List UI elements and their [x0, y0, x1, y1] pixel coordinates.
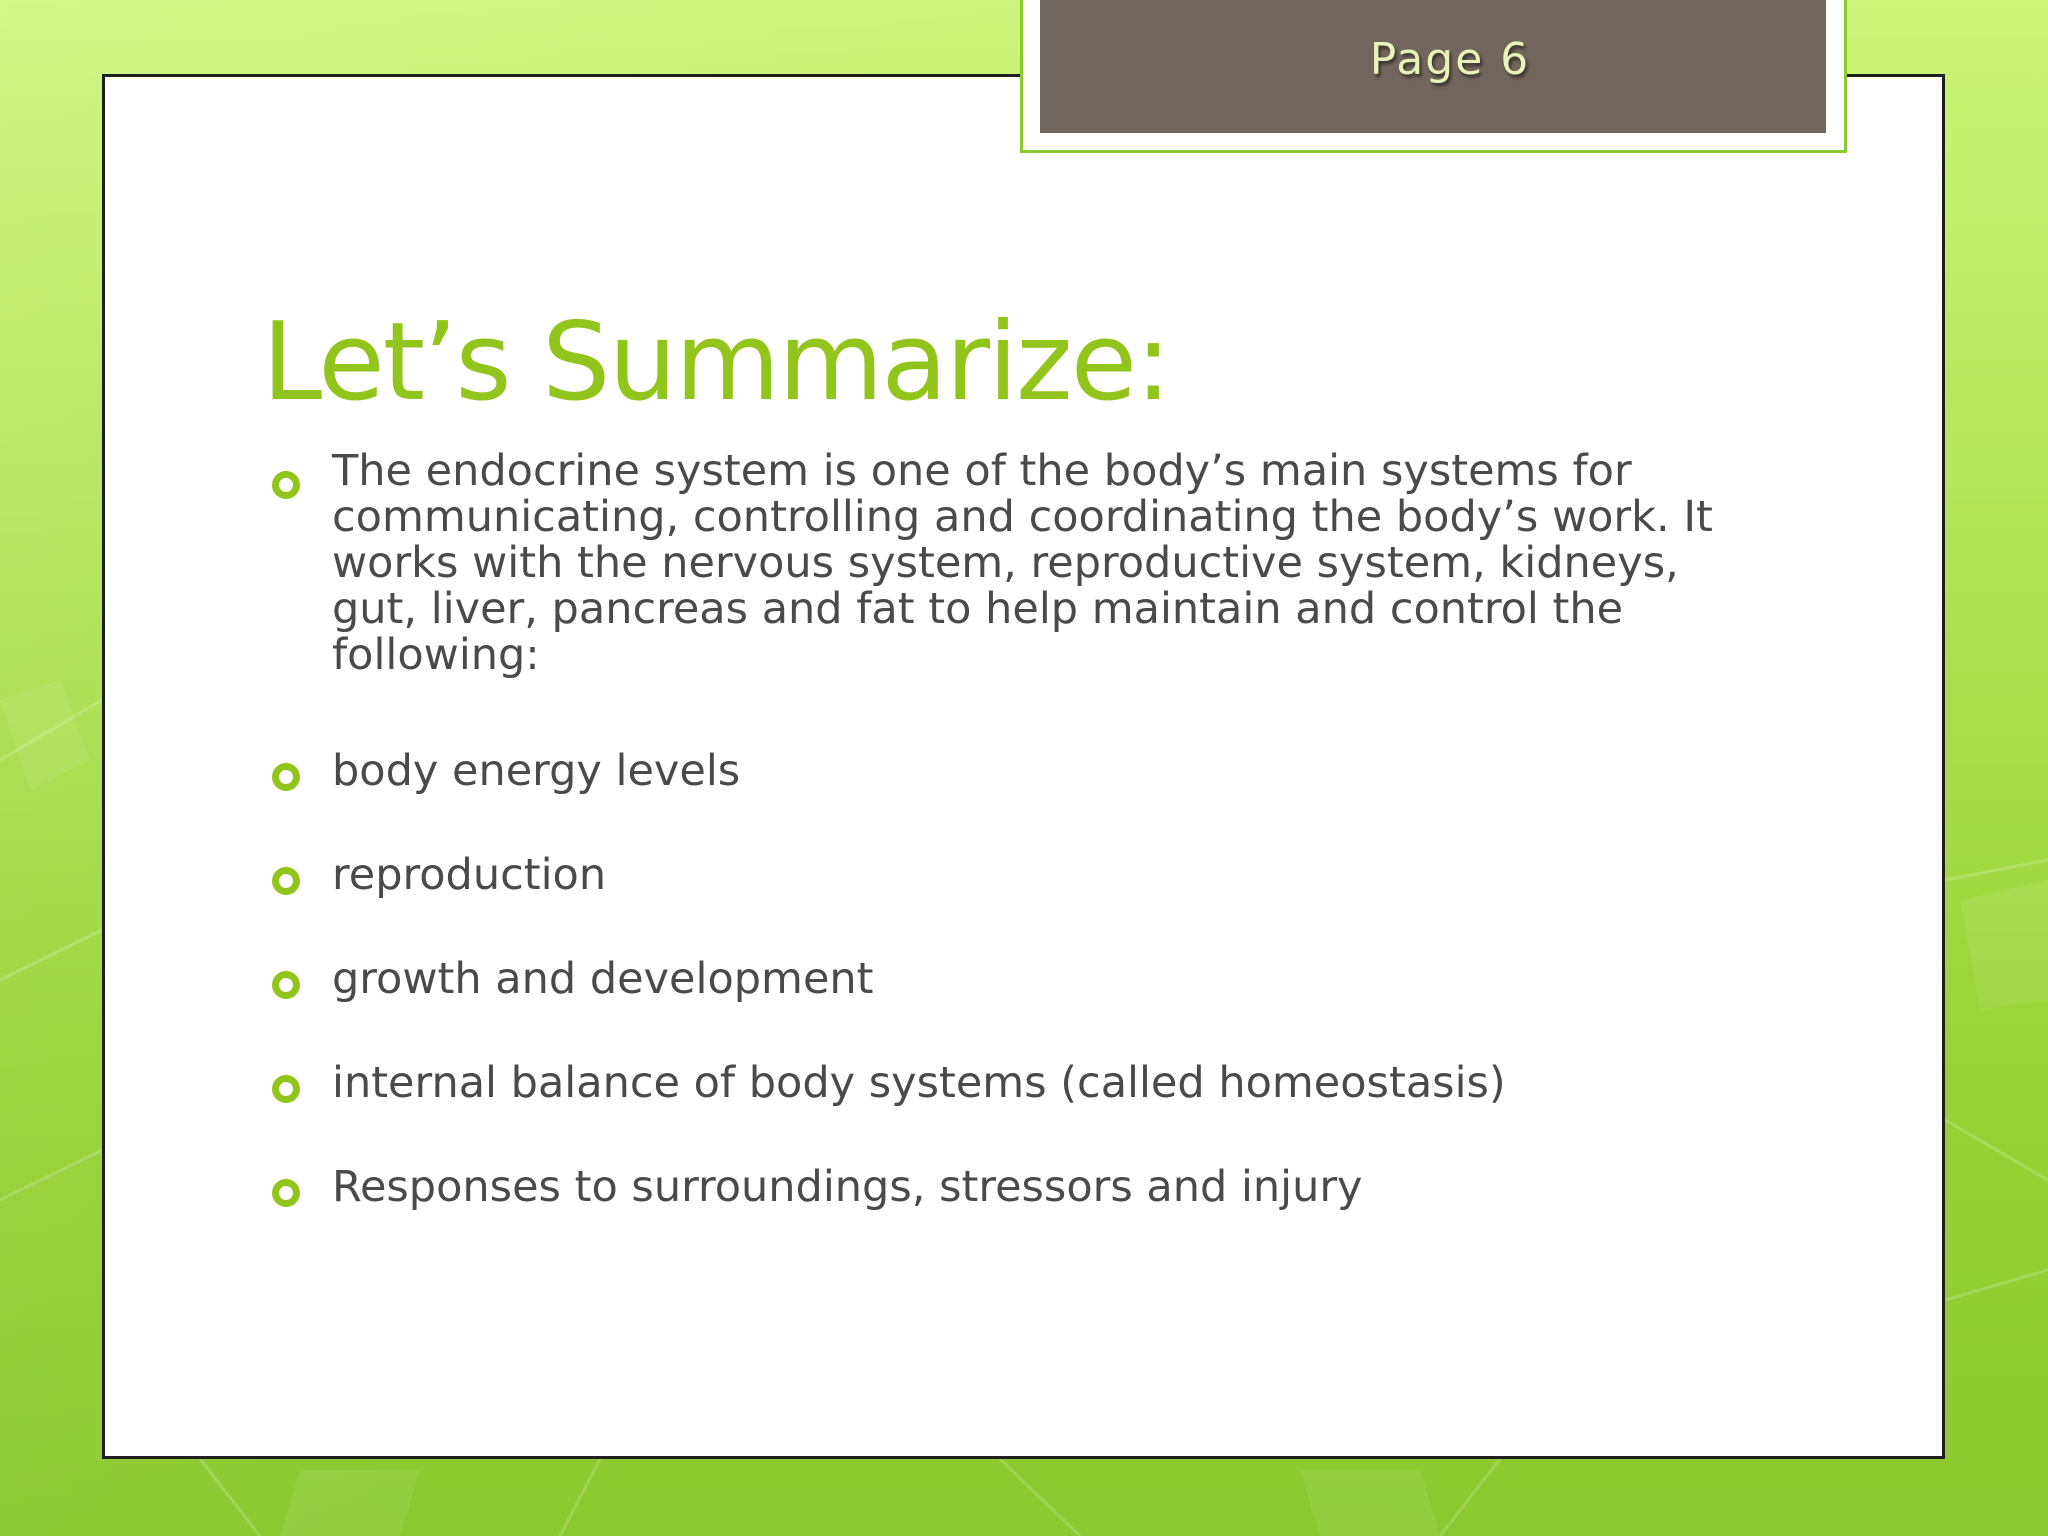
bullet-text: growth and development — [332, 954, 874, 1004]
list-item — [270, 1058, 1730, 1118]
slide-title: Let’s Summarize: — [262, 300, 1170, 425]
bullet-text: reproduction — [332, 850, 607, 900]
bullet-text: body energy levels — [332, 746, 741, 796]
bullet-text: internal balance of body systems (called homeostasis) — [332, 1058, 1506, 1108]
hollow-circle-bullet-icon — [272, 1075, 300, 1103]
bullet-intro-text: The endocrine system is one of the body’s main systems for communicating, controlling and coordinating the body’s work. It works with the nervous system, reproductive system, kidneys, gut, liver, pancreas and fat to help maintain and control the following: — [332, 446, 1713, 680]
hollow-circle-bullet-icon — [272, 971, 300, 999]
list-item — [270, 954, 1730, 1014]
list-item — [270, 850, 1730, 910]
list-item — [270, 746, 1730, 806]
hollow-circle-bullet-icon — [272, 763, 300, 791]
page-label: Page 6 — [1369, 34, 1531, 85]
hollow-circle-bullet-icon — [272, 867, 300, 895]
list-item — [270, 1162, 1730, 1222]
hollow-circle-bullet-icon — [272, 471, 300, 499]
bullet-text: Responses to surroundings, stressors and injury — [332, 1162, 1363, 1212]
hollow-circle-bullet-icon — [272, 1179, 300, 1207]
bullet-intro — [270, 448, 1730, 688]
